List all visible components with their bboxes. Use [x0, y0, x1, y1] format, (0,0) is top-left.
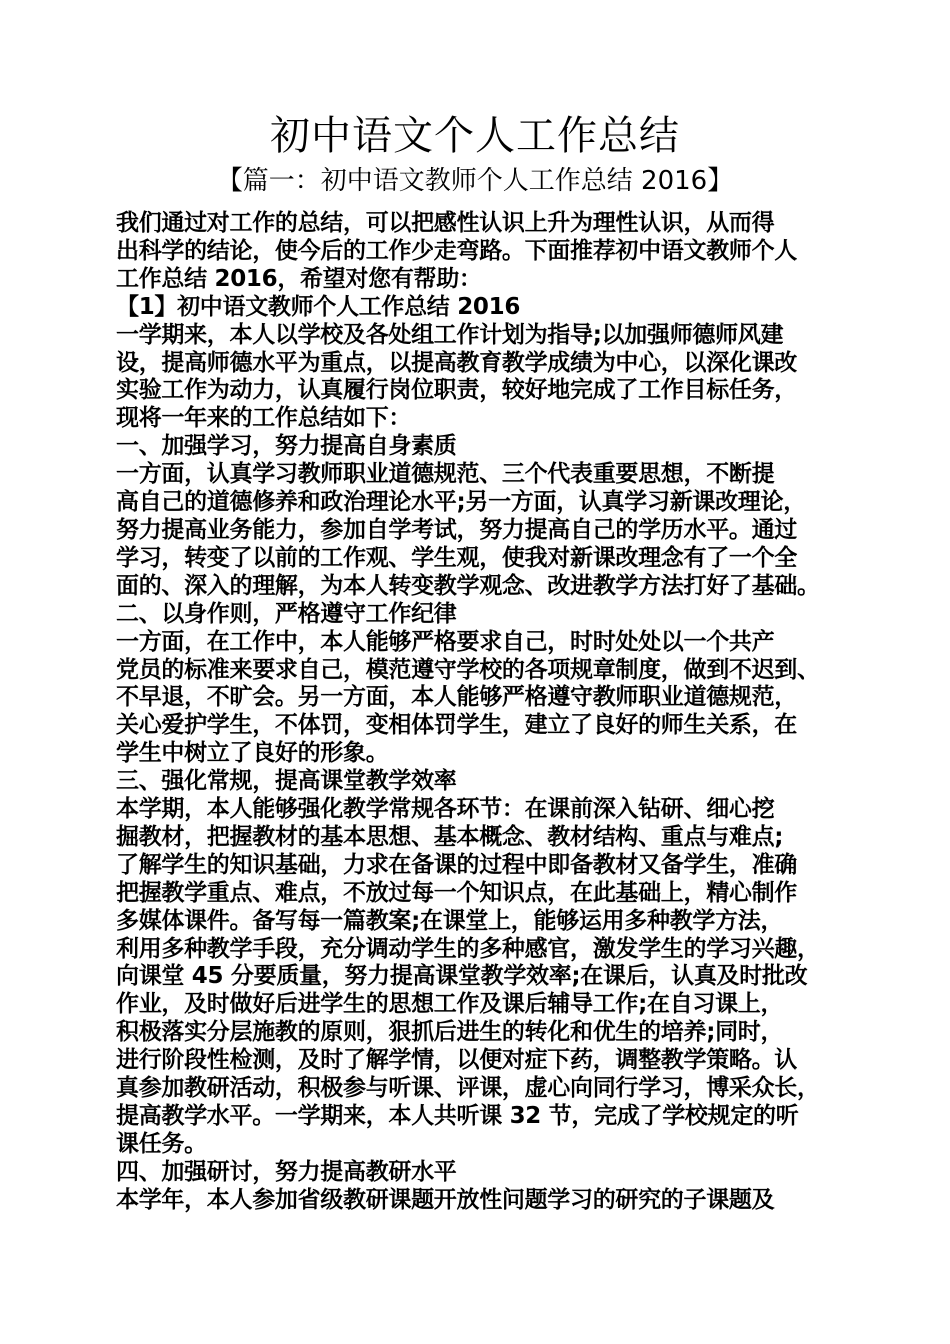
body-line: 积极落实分层施教的原则，狠抓后进生的转化和优生的培养;同时，	[116, 1019, 784, 1046]
document-body	[116, 210, 854, 1215]
body-line: 多媒体课件。备写每一篇教案;在课堂上，能够运用多种教学方法，	[116, 907, 784, 934]
body-line: 一、加强学习，努力提高自身素质	[116, 433, 457, 460]
body-line: 作业，及时做好后进学生的思想工作及课后辅导工作;在自习课上，	[116, 991, 784, 1018]
body-line: 工作总结 2016，希望对您有帮助：	[116, 265, 482, 292]
body-line: 出科学的结论，使今后的工作少走弯路。下面推荐初中语文教师个人	[116, 237, 798, 264]
body-line: 真参加教研活动，积极参与听课、评课，虚心向同行学习，博采众长，	[116, 1075, 820, 1102]
body-line: 面的、深入的理解，为本人转变教学观念、改进教学方法打好了基础。	[116, 572, 820, 599]
body-line: 了解学生的知识基础，力求在备课的过程中即备教材又备学生，准确	[116, 851, 798, 878]
body-line: 向课堂 45 分要质量，努力提高课堂教学效率;在课后，认真及时批改	[116, 963, 808, 990]
body-line: 利用多种教学手段，充分调动学生的多种感官，激发学生的学习兴趣，	[116, 935, 820, 962]
body-line: 努力提高业务能力，参加自学考试，努力提高自己的学历水平。通过	[116, 516, 798, 543]
body-line: 实验工作为动力，认真履行岗位职责，较好地完成了工作目标任务，	[116, 377, 798, 404]
body-line: 学习，转变了以前的工作观、学生观，使我对新课改理念有了一个全	[116, 544, 798, 571]
body-line: 课任务。	[116, 1130, 207, 1157]
body-line: 提高教学水平。一学期来，本人共听课 32 节，完成了学校规定的听	[116, 1103, 799, 1129]
body-line: 本学期，本人能够强化教学常规各环节：在课前深入钻研、细心挖	[116, 796, 775, 823]
body-line: 四、加强研讨，努力提高教研水平	[116, 1158, 457, 1185]
body-line: 不早退，不旷会。另一方面，本人能够严格遵守教师职业道德规范，	[116, 684, 798, 711]
body-line: 三、强化常规，提高课堂教学效率	[116, 768, 457, 795]
body-line: 一方面，在工作中，本人能够严格要求自己，时时处处以一个共产	[116, 628, 775, 655]
body-line: 高自己的道德修养和政治理论水平;另一方面，认真学习新课改理论，	[116, 489, 806, 516]
body-line: 进行阶段性检测，及时了解学情，以便对症下药，调整教学策略。认	[116, 1047, 798, 1074]
body-line: 一方面，认真学习教师职业道德规范、三个代表重要思想，不断提	[116, 461, 775, 488]
body-line: 二、以身作则，严格遵守工作纪律	[116, 600, 457, 627]
body-line: 关心爱护学生，不体罚，变相体罚学生，建立了良好的师生关系，在	[116, 712, 798, 739]
document-title: 初中语文个人工作总结	[270, 113, 680, 159]
body-line: 本学年，本人参加省级教研课题开放性问题学习的研究的子课题及	[116, 1186, 775, 1213]
body-line: 把握教学重点、难点，不放过每一个知识点，在此基础上，精心制作	[116, 879, 798, 906]
body-line: 一学期来，本人以学校及各处组工作计划为指导;以加强师德师风建	[116, 321, 784, 348]
body-line: 我们通过对工作的总结，可以把感性认识上升为理性认识，从而得	[116, 210, 775, 236]
body-line: 党员的标准来要求自己，模范遵守学校的各项规章制度，做到不迟到、	[116, 656, 820, 683]
body-line: 【1】初中语文教师个人工作总结 2016	[116, 293, 521, 320]
document-subtitle: 【篇一：初中语文教师个人工作总结 2016】	[216, 166, 734, 196]
body-line: 掘教材，把握教材的基本思想、基本概念、教材结构、重点与难点;	[116, 823, 784, 850]
body-line: 学生中树立了良好的形象。	[116, 740, 389, 767]
body-line: 现将一年来的工作总结如下：	[116, 405, 412, 432]
body-line: 设，提高师德水平为重点，以提高教育教学成绩为中心，以深化课改	[116, 349, 798, 376]
